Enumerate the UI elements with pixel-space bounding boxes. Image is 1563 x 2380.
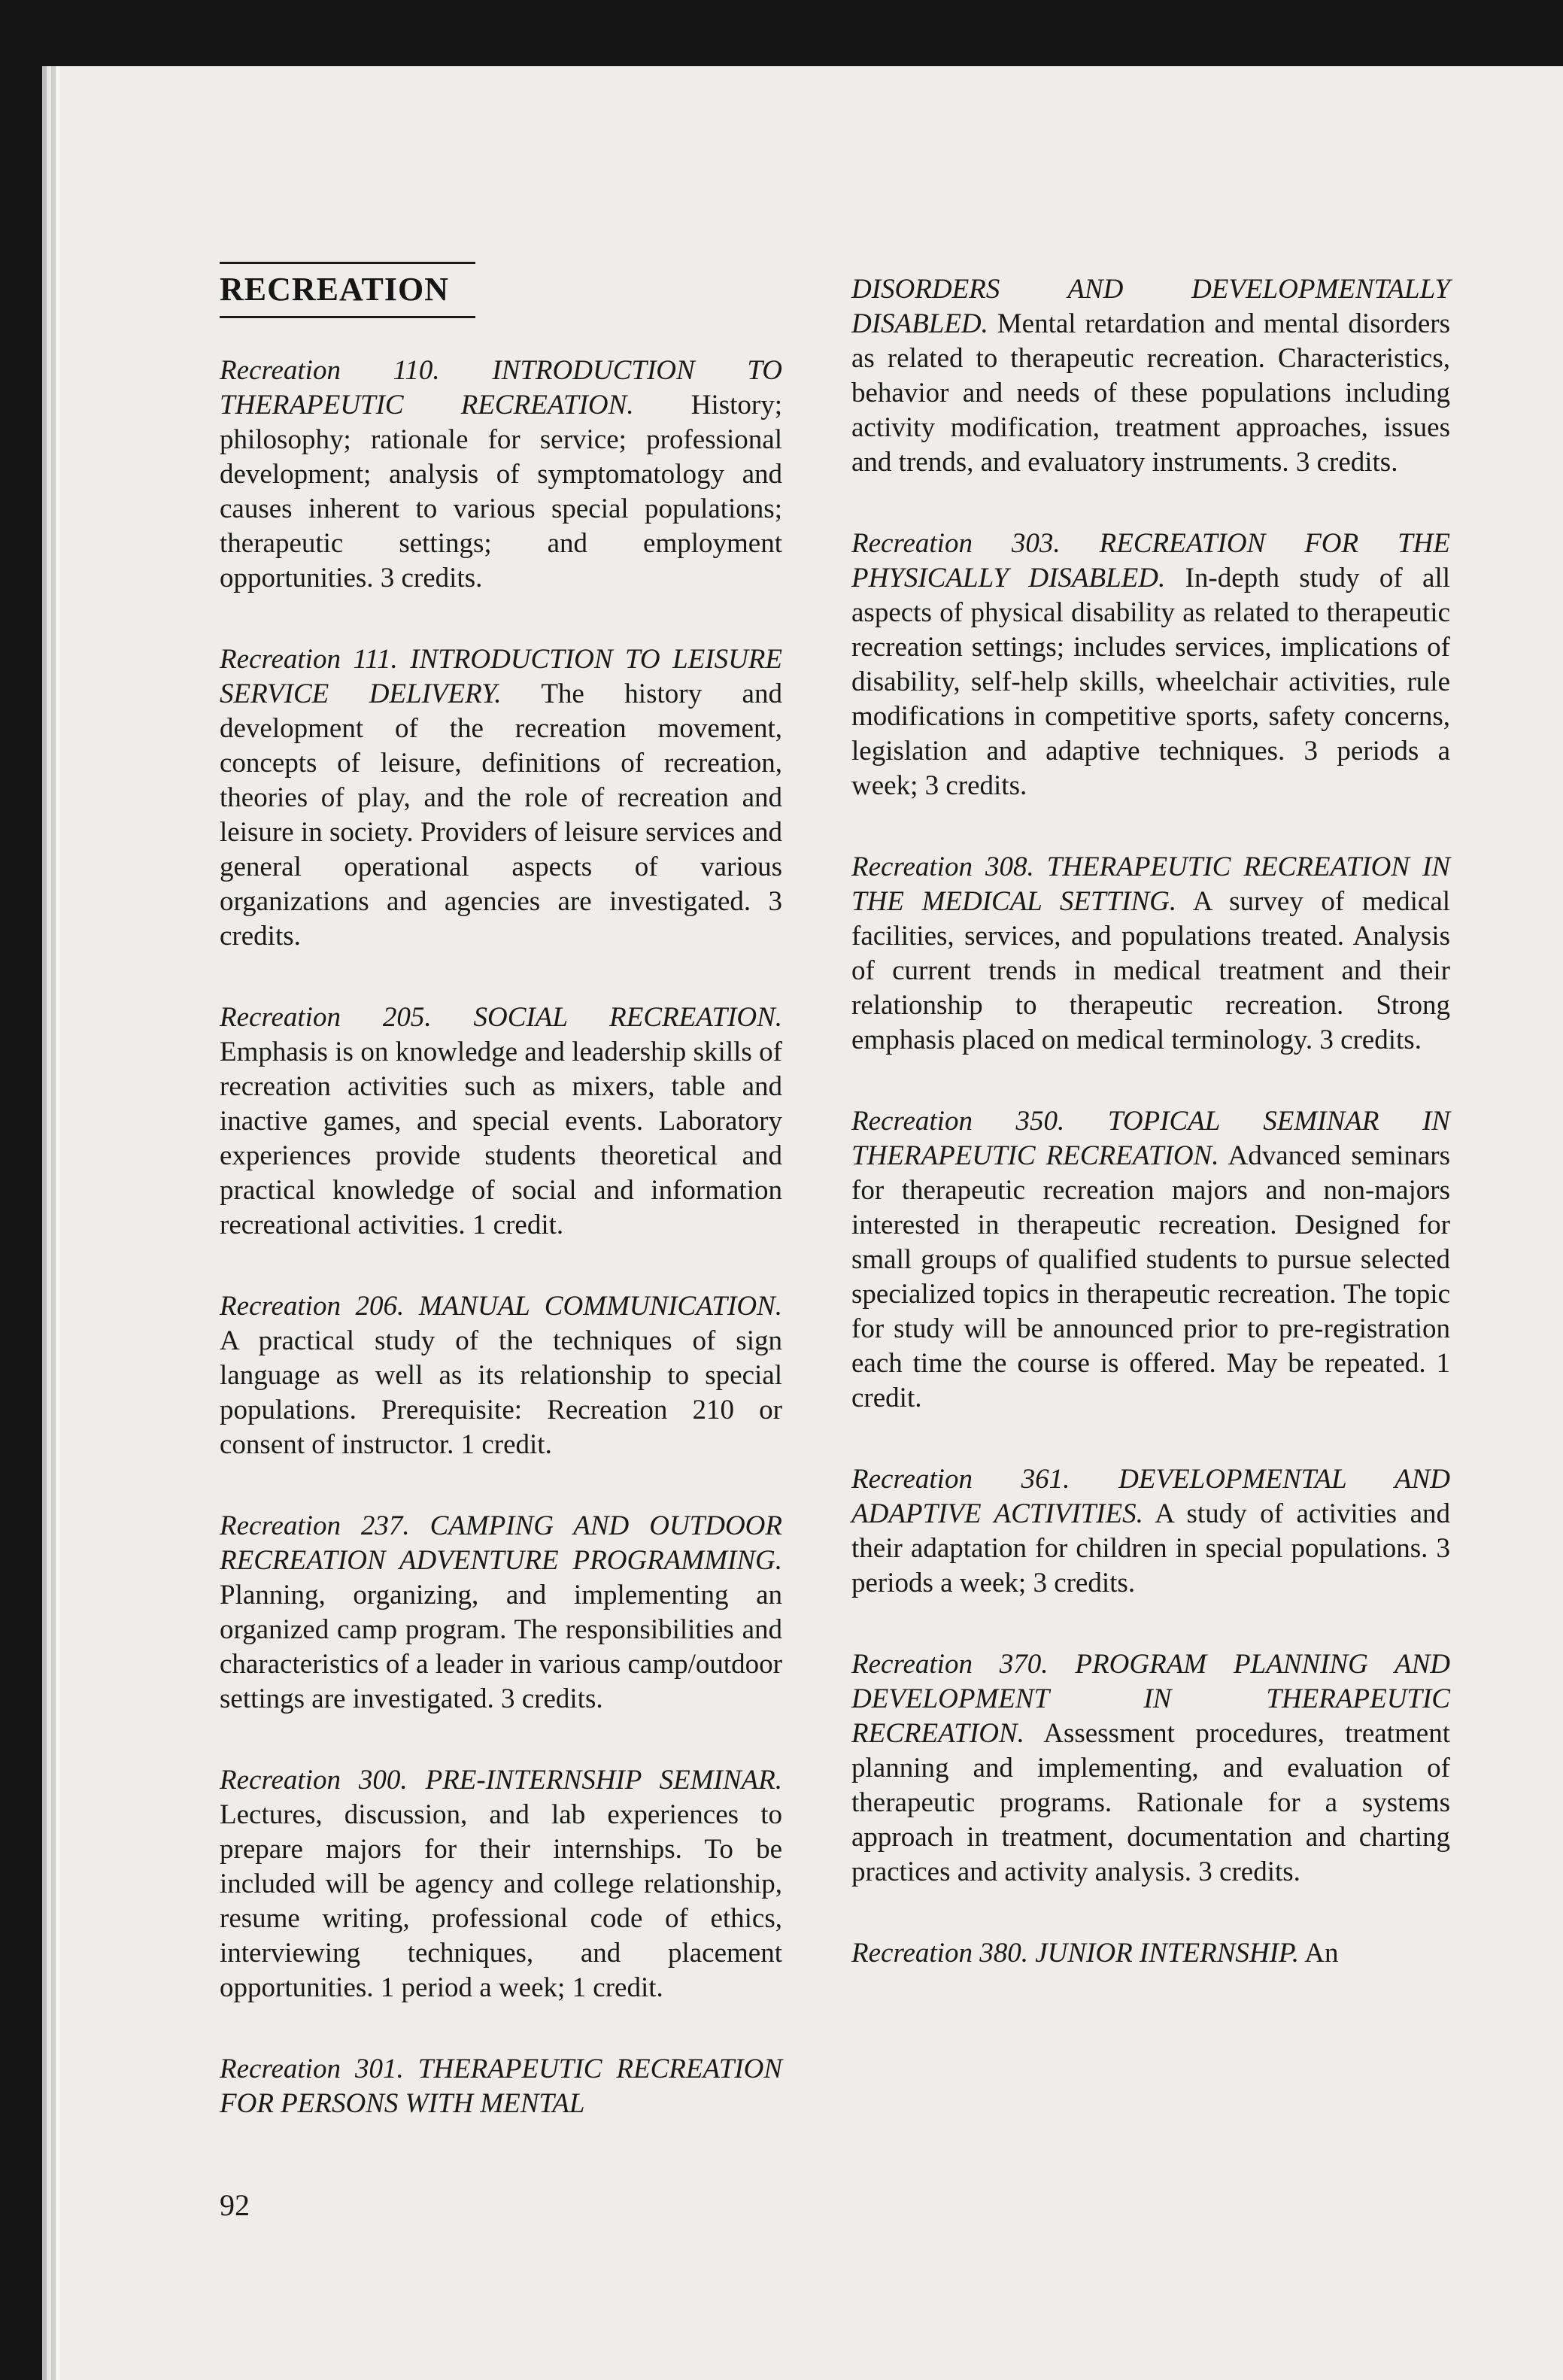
left-column bbox=[220, 354, 782, 2168]
page-number: 92 bbox=[220, 2188, 250, 2222]
course-entry bbox=[220, 642, 782, 954]
course-entry bbox=[220, 2052, 782, 2121]
course-number: Recreation 300. bbox=[220, 1765, 408, 1796]
course-entry bbox=[220, 354, 782, 596]
course-number: Recreation 370. bbox=[851, 1649, 1049, 1680]
course-entry bbox=[851, 1936, 1450, 1971]
course-title: TOPICAL SEMINAR IN THERAPEUTIC RECREATION. bbox=[851, 1106, 1450, 1171]
course-title: SOCIAL RECREATION. bbox=[473, 1002, 783, 1033]
course-description: Emphasis is on knowledge and leadership skills of recreation activities such as mixers, table and inactive games, and special events. Laboratory experiences provide students theoretical and practical knowledge of social and information recreational activities. 1 credit. bbox=[220, 1037, 782, 1240]
course-description: Lectures, discussion, and lab experiences to prepare majors for their internships. To be included will be agency and college relationship, resume writing, professional code of ethics, interviewing techniques, and placement opportunities. 1 period a week; 1 credit. bbox=[220, 1799, 782, 2003]
course-number: Recreation 237. bbox=[220, 1510, 410, 1541]
course-title: INTRODUCTION TO THERAPEUTIC RECREATION. bbox=[220, 355, 782, 420]
course-title: INTRODUCTION TO LEISURE SERVICE DELIVERY. bbox=[220, 644, 783, 709]
course-number: Recreation 361. bbox=[851, 1464, 1070, 1495]
course-number: Recreation 380. bbox=[851, 1938, 1028, 1969]
course-description: In-depth study of all aspects of physical disability as related to therapeutic recreation settings; includes services, implications of disability, self-help skills, wheelchair activities, rule modifications in competitive sports, safety concerns, legislation and adaptive techniques. 3 periods a week; 3 credits. bbox=[851, 563, 1451, 801]
course-description: The history and development of the recreation movement, concepts of leisure, definitions of recreation, theories of play, and the role of recreation and leisure in society. Providers of leisure services and general operational aspects of various organizations and agencies are investigated. 3 credits. bbox=[220, 678, 782, 952]
section-title: RECREATION bbox=[220, 271, 450, 308]
course-number: Recreation 303. bbox=[851, 528, 1061, 559]
course-title: JUNIOR INTERNSHIP. bbox=[1035, 1938, 1300, 1969]
course-title: THERAPEUTIC RECREATION FOR PERSONS WITH MENTAL bbox=[220, 2054, 782, 2119]
course-number: Recreation 350. bbox=[851, 1106, 1065, 1137]
section-header bbox=[220, 262, 475, 318]
course-title: MANUAL COMMUNICATION. bbox=[418, 1291, 782, 1322]
course-description: History; philosophy; rationale for service; professional development; analysis of symptomatology and causes inherent to various special populations; therapeutic settings; and employment opportunities. 3 credits. bbox=[220, 390, 782, 593]
course-description: A study of activities and their adaptation for children in special populations. 3 periods a week; 3 credits. bbox=[851, 1498, 1450, 1598]
course-title: THERAPEUTIC RECREATION IN THE MEDICAL SETTING. bbox=[851, 852, 1450, 917]
course-title: DISORDERS AND DEVELOPMENTALLY DISABLED. bbox=[851, 274, 1450, 339]
course-title: CAMPING AND OUTDOOR RECREATION ADVENTURE PROGRAMMING. bbox=[220, 1510, 782, 1576]
course-number: Recreation 308. bbox=[851, 852, 1034, 882]
right-column bbox=[851, 272, 1450, 2017]
course-description: Planning, organizing, and implementing an organized camp program. The responsibilities and characteristics of a leader in various camp/outdoor settings are investigated. 3 credits. bbox=[220, 1580, 782, 1714]
course-number: Recreation 205. bbox=[220, 1002, 432, 1033]
course-entry bbox=[851, 527, 1450, 803]
course-description: Assessment procedures, treatment planning and implementing, and evaluation of therapeutic programs. Rationale for a systems approach in treatment, documentation and charting practices and activity analysis. 3 credits. bbox=[851, 1718, 1450, 1887]
course-title: PRE-INTERNSHIP SEMINAR. bbox=[425, 1765, 782, 1796]
course-description: Mental retardation and mental disorders as related to therapeutic recreation. Characteristics, behavior and needs of these populations including activity modification, treatment approaches, issues and trends, and evaluatory instruments. 3 credits. bbox=[851, 308, 1450, 478]
course-entry bbox=[851, 1104, 1450, 1416]
course-entry bbox=[851, 1462, 1450, 1601]
course-title: RECREATION FOR THE PHYSICALLY DISABLED. bbox=[851, 528, 1450, 593]
course-number: Recreation 110. bbox=[220, 355, 440, 386]
course-entry bbox=[220, 1509, 782, 1717]
course-description: An bbox=[1304, 1938, 1339, 1969]
course-entry bbox=[220, 1289, 782, 1462]
course-number: Recreation 206. bbox=[220, 1291, 405, 1322]
course-entry bbox=[220, 1000, 782, 1243]
course-number: Recreation 111. bbox=[220, 644, 398, 675]
course-entry bbox=[851, 850, 1450, 1058]
course-entry bbox=[851, 1647, 1450, 1890]
course-description: Advanced seminars for therapeutic recreation majors and non-majors interested in therapeutic recreation. Designed for small groups of qualified students to pursue selected specialized topics in therapeutic recreation. The topic for study will be announced prior to pre-registration each time the course is offered. May be repeated. 1 credit. bbox=[851, 1140, 1450, 1413]
course-number: Recreation 301. bbox=[220, 2054, 404, 2084]
course-title: DEVELOPMENTAL AND ADAPTIVE ACTIVITIES. bbox=[851, 1464, 1450, 1529]
course-title: PROGRAM PLANNING AND DEVELOPMENT IN THERAPEUTIC RECREATION. bbox=[851, 1649, 1450, 1749]
course-entry bbox=[220, 1763, 782, 2005]
course-entry bbox=[851, 272, 1450, 480]
course-description: A survey of medical facilities, services, and populations treated. Analysis of current trends in medical treatment and their relationship to therapeutic recreation. Strong emphasis placed on medical terminology. 3 credits. bbox=[851, 886, 1451, 1055]
course-description: A practical study of the techniques of sign language as well as its relationship to special populations. Prerequisite: Recreation 210 or consent of instructor. 1 credit. bbox=[220, 1325, 782, 1460]
